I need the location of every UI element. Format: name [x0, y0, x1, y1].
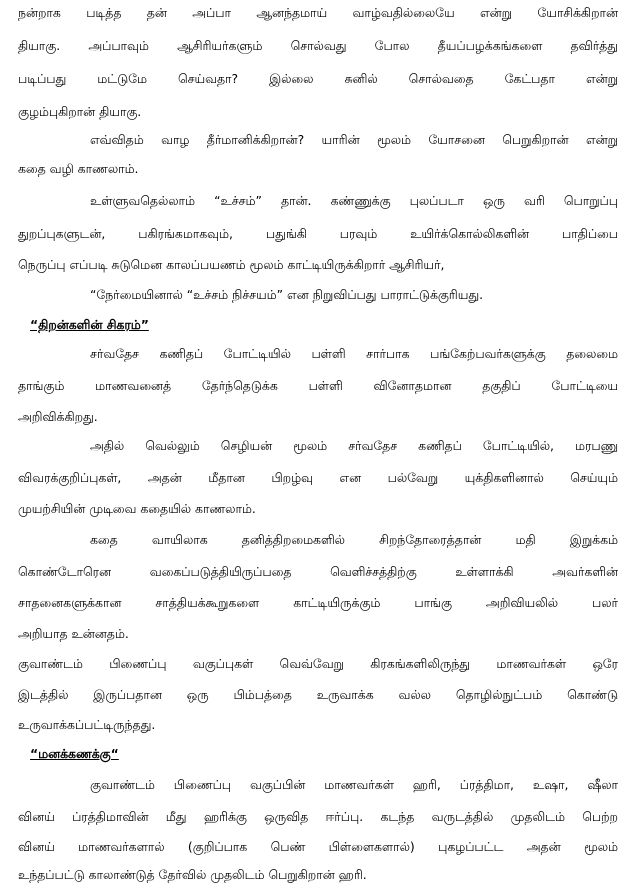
- text-line: சர்வதேச கணிதப் போட்டியில் பள்ளி சார்பாக பங்கேற்பவர்களுக்கு தலைமை: [90, 346, 618, 361]
- text-line: கதை வழி காணலாம்.: [18, 161, 139, 176]
- text-line: வினய் மாணவர்களால் (குறிப்பாக பெண் பிள்ளைகளால்) புகழப்பட்ட அதன் மூலம்: [18, 839, 618, 854]
- text-line: இடத்தில் இருப்பதான ஒரு பிம்பத்தை உருவாக்க வல்ல தொழில்நுட்பம் கொண்டு: [18, 687, 618, 702]
- text-line: உருவாக்கப்பட்டிருந்தது.: [18, 717, 156, 732]
- text-line: துறப்புகளுடன், பகிரங்கமாகவும், பதுங்கி பரவும் உயிர்க்கொல்லிகளின் பாதிப்பை: [18, 226, 618, 241]
- text-line: வினய் ப்ரத்திமாவின் மீது ஹரிக்கு ஒருவித ஈர்ப்பு. கடந்த வருடத்தில் முதலிடம் பெற்ற: [18, 809, 618, 824]
- text-line: அறியாத உன்னதம்.: [18, 626, 129, 641]
- text-line: உள்ளுவதெல்லாம் “உச்சம்” தான். கண்ணுக்கு புலப்படா ஒரு வரி பொறுப்பு: [90, 193, 618, 208]
- text-line: கதை வாயிலாக தனித்திறமைகளில் சிறந்தோரைத்தான் மதி இறுக்கம்: [90, 532, 618, 547]
- text-line: அதில் வெல்லும் செழியன் மூலம் சர்வதேச கணிதப் போட்டியில், மரபணு: [90, 438, 618, 453]
- section-heading: “மனக்கணக்கு“: [30, 746, 119, 761]
- text-line: உந்தப்பட்டு காலாண்டுத் தேர்வில் முதலிடம் பெறுகிறான் ஹரி.: [18, 867, 367, 882]
- text-line: அறிவிக்கிறது.: [18, 409, 98, 424]
- text-line: முயற்சியின் முடிவை கதையில் காணலாம்.: [18, 501, 256, 516]
- text-line: எவ்விதம் வாழ தீர்மானிக்கிறான்? யாரின் மூலம் யோசனை பெறுகிறான் என்று: [90, 132, 618, 147]
- text-line: கொண்டோரென வகைப்படுத்தியிருப்பதை வெளிச்சத்திற்கு உள்ளாக்கி அவர்களின்: [18, 564, 618, 579]
- text-line: குவாண்டம் பிணைப்பு வகுப்பின் மாணவர்கள் ஹரி, ப்ரத்திமா, உஷா, ஷீலா: [90, 777, 618, 792]
- text-line: குழம்புகிறான் தியாகு.: [18, 104, 142, 119]
- text-line: தாங்கும் மாணவனைத் தேர்ந்தெடுக்க பள்ளி வினோதமான தகுதிப் போட்டியை: [18, 378, 618, 393]
- section-heading: “திறன்களின் சிகரம்”: [30, 317, 149, 332]
- text-line: படிப்பது மட்டுமே செய்வதா? இல்லை சுனில் சொல்வதை கேட்பதா என்று: [18, 71, 618, 86]
- text-line: தியாகு. அப்பாவும் ஆசிரியர்களும் சொல்வது போல தீயப்பழக்கங்களை தவிர்த்து: [18, 38, 618, 53]
- text-line: விவரக்குறிப்புகள், அதன் மீதான பிறழ்வு என பல்வேறு யுக்திகளினால் செய்யும்: [18, 470, 618, 485]
- text-line: சாதனைகளுக்கான சாத்தியக்கூறுகளை காட்டியிருக்கும் பாங்கு அறிவியலில் பலர்: [18, 595, 618, 610]
- text-line: நன்றாக படித்த தன் அப்பா ஆனந்தமாய் வாழ்வதில்லையே என்று யோசிக்கிறான்: [18, 5, 618, 20]
- text-line: குவாண்டம் பிணைப்பு வகுப்புகள் வெவ்வேறு கிரகங்களிலிருந்து மாணவர்கள் ஒரே: [18, 656, 618, 671]
- text-line: “நேர்மையினால் “உச்சம் நிச்சயம்” என நிறுவிப்பது பாராட்டுக்குரியது.: [90, 287, 484, 302]
- text-line: நெருப்பு எப்படி சுடுமென காலப்பயணம் மூலம் காட்டியிருக்கிறார் ஆசிரியர்,: [18, 257, 445, 272]
